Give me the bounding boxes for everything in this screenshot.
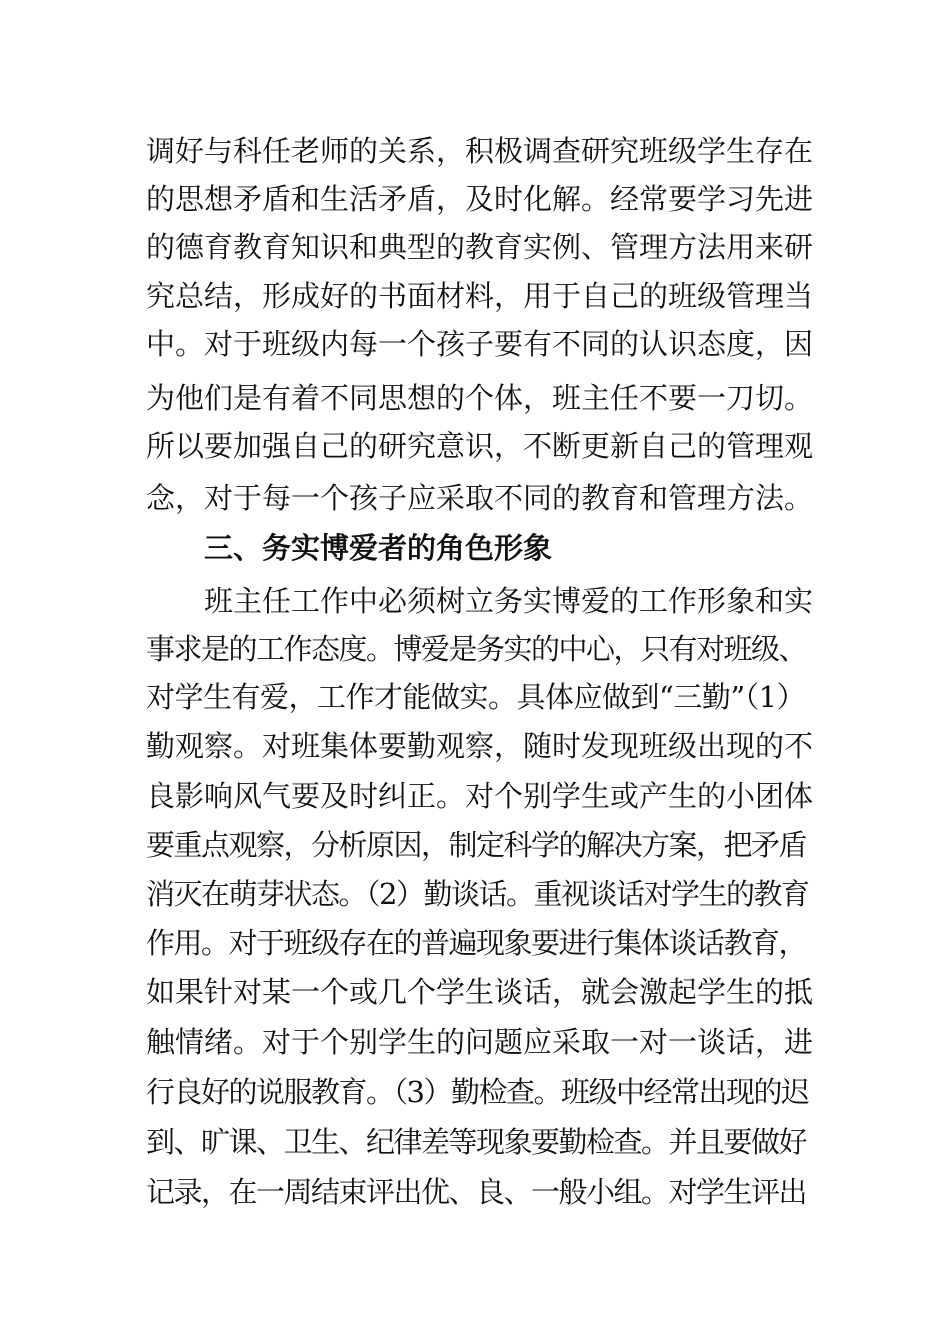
paragraph-line: 调好与科任老师的关系，积极调查研究班级学生存在 bbox=[146, 134, 814, 168]
paragraph-line: 触情绪。对于个别学生的问题应采取一对一谈话，进 bbox=[146, 1025, 814, 1059]
paragraph-line: 要重点观察，分析原因，制定科学的解决方案，把矛盾 bbox=[146, 828, 807, 862]
paragraph-line: 对学生有爱，工作才能做实。具体应做到“三勤”（1） bbox=[146, 680, 806, 714]
paragraph-line: 记录，在一周结束评出优、良、一般小组。对学生评出 bbox=[146, 1175, 807, 1209]
paragraph-line: 中。对于班级内每一个孩子要有不同的认识态度，因 bbox=[146, 327, 814, 361]
paragraph-line: 勤观察。对班集体要勤观察，随时发现班级出现的不 bbox=[146, 729, 814, 763]
paragraph-line: 所以要加强自己的研究意识，不断更新自己的管理观 bbox=[146, 429, 814, 463]
paragraph-line: 行良好的说服教育。（3）勤检查。班级中经常出现的迟 bbox=[146, 1075, 809, 1109]
paragraph-line: 作用。对于班级存在的普遍现象要进行集体谈话教育， bbox=[146, 926, 807, 960]
paragraph-line: 的德育教育知识和典型的教育实例、管理方法用来研 bbox=[146, 230, 814, 264]
paragraph-line: 如果针对某一个或几个学生谈话，就会激起学生的抵 bbox=[146, 975, 814, 1009]
section-heading: 三、务实博爱者的角色形象 bbox=[204, 531, 553, 565]
paragraph-line: 到、旷课、卫生、纪律差等现象要勤检查。并且要做好 bbox=[146, 1125, 807, 1159]
paragraph-line: 为他们是有着不同思想的个体，班主任不要一刀切。 bbox=[146, 381, 814, 415]
paragraph-line: 良影响风气要及时纠正。对个别学生或产生的小团体 bbox=[146, 779, 814, 813]
paragraph-line: 的思想矛盾和生活矛盾，及时化解。经常要学习先进 bbox=[146, 182, 814, 216]
paragraph-line: 消灭在萌芽状态。（2）勤谈话。重视谈话对学生的教育 bbox=[146, 877, 809, 911]
paragraph-line: 念，对于每一个孩子应采取不同的教育和管理方法。 bbox=[146, 481, 814, 515]
paragraph-line: 班主任工作中必须树立务实博爱的工作形象和实 bbox=[204, 584, 814, 618]
paragraph-line: 究总结，形成好的书面材料，用于自己的班级管理当 bbox=[146, 279, 814, 313]
paragraph-line: 事求是的工作态度。博爱是务实的中心，只有对班级、 bbox=[146, 632, 807, 666]
